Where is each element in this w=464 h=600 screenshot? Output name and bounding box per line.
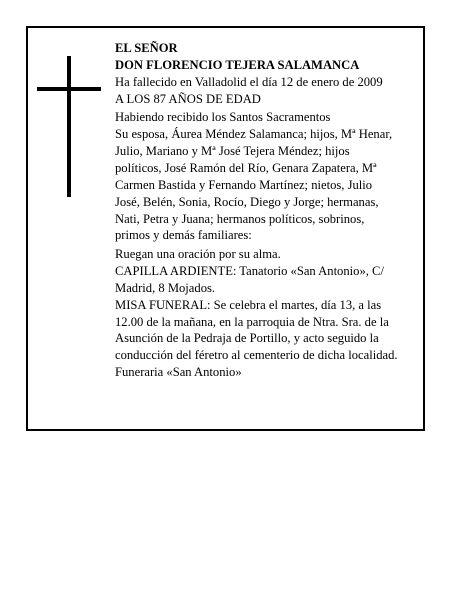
chapel-line: CAPILLA ARDIENTE: Tanatorio «San Antonio», C/: [115, 263, 384, 278]
death-announcement: Ha fallecido en Valladolid el día 12 de enero de 2009: [115, 74, 383, 89]
family-line: Su esposa, Áurea Méndez Salamanca; hijos, Mª Henar,: [115, 127, 393, 142]
family-line: Carmen Bastida y Fernando Martínez; nietos, Julio: [115, 177, 373, 192]
obituary-text: [115, 40, 427, 381]
mass-line: Asunción de la Pedraja de Portillo, y acto seguido la: [115, 331, 379, 346]
mass-info: [115, 297, 427, 365]
family-line: José, Belén, Sonia, Rocío, Diego y Jorge; hermanas,: [115, 194, 379, 209]
sacraments-line: Habiendo recibido los Santos Sacramentos: [115, 110, 331, 125]
deceased-name: DON FLORENCIO TEJERA SALAMANCA: [115, 57, 360, 72]
age-line: A LOS 87 AÑOS DE EDAD: [115, 91, 261, 106]
family-line: Nati, Petra y Juana; hermanos políticos, sobrinos,: [115, 211, 365, 226]
family-line: políticos, José Ramón del Río, Genara Zapatera, Mª: [115, 160, 377, 175]
obituary-notice: [26, 26, 425, 431]
chapel-line: Madrid, 8 Mojados.: [115, 280, 216, 295]
funeral-home: Funeraria «San Antonio»: [115, 365, 242, 380]
chapel-info: [115, 263, 427, 297]
mass-line: MISA FUNERAL: Se celebra el martes, día 13, a las: [115, 297, 382, 312]
family-line: Julio, Mariano y Mª José Tejera Méndez; hijos: [115, 143, 350, 158]
prayer-request: Ruegan una oración por su alma.: [115, 246, 281, 261]
family-line: primos y demás familiares:: [115, 228, 252, 243]
cross-vertical-bar: [67, 56, 71, 197]
mass-line: conducción del féretro al cementerio de dicha localidad.: [115, 348, 398, 363]
cross-horizontal-bar: [37, 87, 101, 91]
heading-title: EL SEÑOR: [115, 41, 178, 55]
family-list: [115, 126, 427, 244]
mass-line: 12.00 de la mañana, en la parroquia de Ntra. Sra. de la: [115, 314, 389, 329]
